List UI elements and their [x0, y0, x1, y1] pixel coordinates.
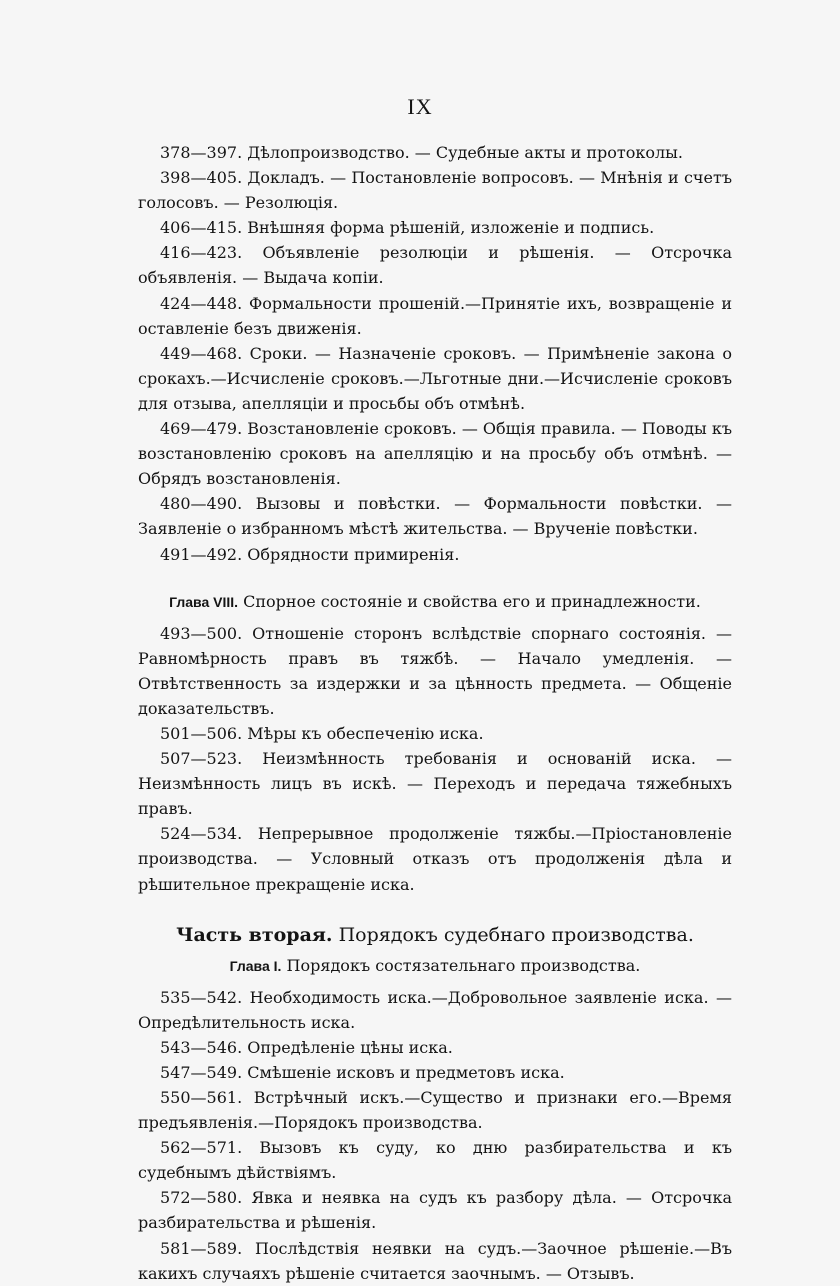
- entries-section-2: [138, 621, 732, 897]
- toc-entry: 449—468. Сроки. — Назначеніе сроковъ. — Примѣненіе закона о срокахъ.—Исчисленіе сроковъ.—Льготные дни.—Исчисленіе сроковъ для отзыва, апелляціи и просьбы объ отмѣнѣ.: [138, 343, 732, 413]
- part-label: Часть вторая.: [176, 923, 333, 946]
- toc-entry: 406—415. Внѣшняя форма рѣшеній, изложеніе и подпись.: [160, 218, 655, 238]
- toc-entry: 424—448. Формальности прошеній.—Принятіе ихъ, возвращеніе и оставленіе безъ движенія.: [138, 293, 732, 338]
- entries-section-3: [138, 985, 732, 1286]
- chapter-heading-i: [138, 953, 732, 979]
- toc-entry: 480—490. Вызовы и повѣстки. — Формальности повѣстки. — Заявленіе о избранномъ мѣстѣ жительства. — Врученіе повѣстки.: [138, 494, 732, 539]
- toc-entry: 493—500. Отношеніе сторонъ вслѣдствіе спорнаго состоянія. — Равномѣрность правъ въ тяжбѣ. — Начало умедленія. — Отвѣтственность за издержки и за цѣнность предмета. — Общеніе доказательствъ.: [138, 623, 732, 718]
- toc-entry: 547—549. Смѣшеніе исковъ и предметовъ иска.: [160, 1062, 565, 1082]
- chapter-label: Глава VIII.: [169, 593, 239, 610]
- table-of-contents: [138, 140, 732, 1286]
- page-number: IX: [407, 94, 433, 119]
- toc-entry: 581—589. Послѣдствія неявки на судъ.—Заочное рѣшеніе.—Въ какихъ случаяхъ рѣшеніе считается заочнымъ. — Отзывъ.: [138, 1238, 732, 1283]
- toc-entry: 550—561. Встрѣчный искъ.—Существо и признаки его.—Время предъявленія.—Порядокъ производства.: [138, 1088, 732, 1133]
- toc-entry: 416—423. Объявленіе резолюціи и рѣшенія. — Отсрочка объявленія. — Выдача копіи.: [138, 243, 732, 288]
- chapter-label: Глава I.: [229, 957, 282, 974]
- toc-entry: 572—580. Явка и неявка на судъ къ разбору дѣла. — Отсрочка разбирательства и рѣшенія.: [138, 1188, 732, 1233]
- part-heading: [138, 921, 732, 949]
- part-title: Порядокъ судебнаго производства.: [338, 923, 694, 946]
- toc-entry: 543—546. Опредѣленіе цѣны иска.: [160, 1037, 453, 1057]
- chapter-heading-viii: [138, 589, 732, 615]
- toc-entry: 469—479. Возстановленіе сроковъ. — Общія правила. — Поводы къ возстановленію сроковъ на апелляцію и на просьбу объ отмѣнѣ. — Обрядъ возстановленія.: [138, 419, 732, 489]
- toc-entry: 524—534. Непрерывное продолженіе тяжбы.—Пріостановленіе производства. — Условный отказъ отъ продолженія дѣла и рѣшительное прекращеніе иска.: [138, 824, 732, 894]
- chapter-title: Порядокъ состязательнаго производства.: [286, 955, 641, 975]
- toc-entry: 398—405. Докладъ. — Постановленіе вопросовъ. — Мнѣнія и счетъ голосовъ. — Резолюція.: [138, 168, 732, 213]
- toc-entry: 491—492. Обрядности примиренія.: [160, 544, 460, 564]
- toc-entry: 535—542. Необходимость иска.—Добровольное заявленіе иска. — Опредѣлительность иска.: [138, 987, 732, 1032]
- toc-entry: 378—397. Дѣлопроизводство. — Судебные акты и протоколы.: [160, 143, 683, 162]
- entries-section-1: [138, 140, 732, 567]
- toc-entry: 562—571. Вызовъ къ суду, ко дню разбирательства и къ судебнымъ дѣйствіямъ.: [138, 1138, 732, 1183]
- toc-entry: 507—523. Неизмѣнность требованія и основаній иска. — Неизмѣнность лицъ въ искѣ. — Переходъ и передача тяжебныхъ правъ.: [138, 749, 732, 819]
- chapter-title: Спорное состояніе и свойства его и принадлежности.: [243, 591, 701, 611]
- toc-entry: 501—506. Мѣры къ обеспеченію иска.: [160, 723, 484, 743]
